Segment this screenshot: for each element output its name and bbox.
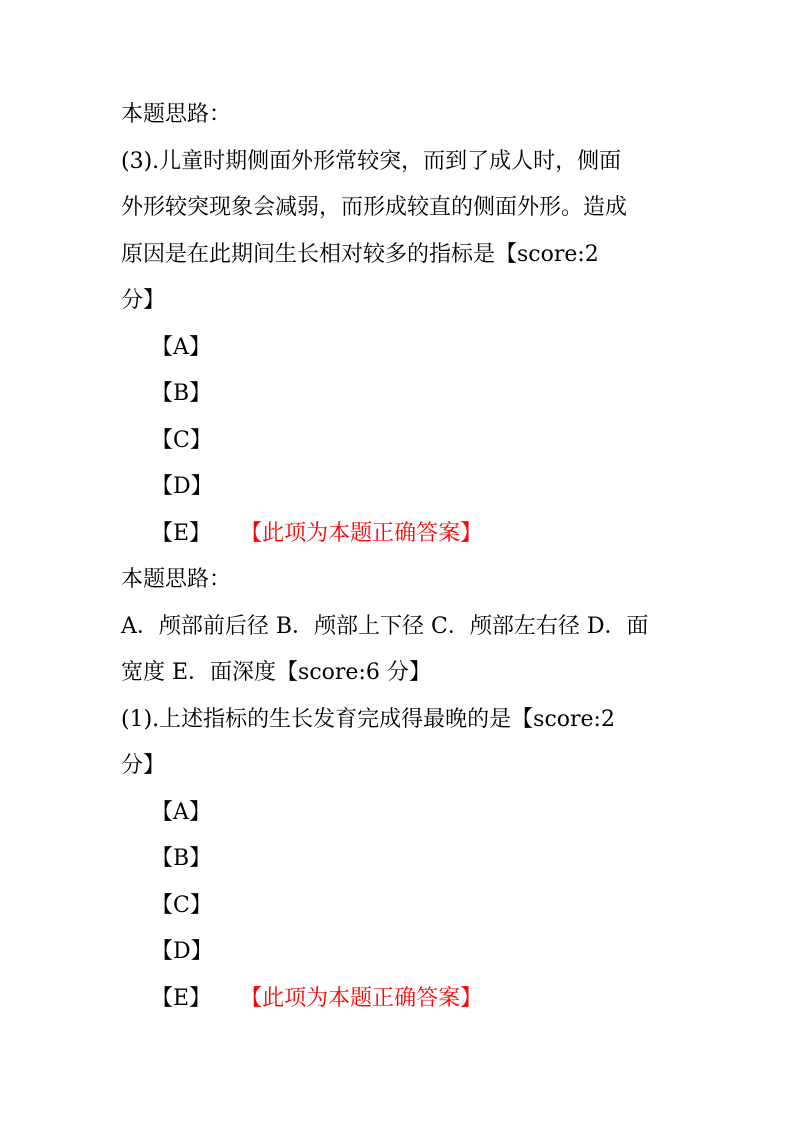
option-d: 【D】: [151, 474, 213, 499]
option-a: 【A】: [151, 799, 211, 825]
option-d: 【D】: [151, 939, 213, 964]
option-e: [121, 976, 681, 1023]
question-text-line: 分】: [121, 288, 166, 313]
option-e-label: 【E】: [151, 520, 212, 546]
thinking-label: 本题思路：: [121, 567, 232, 592]
question-text-line: (3).儿童时期侧面外形常较突，而到了成人时，侧面: [121, 148, 622, 174]
question-text-line: (1).上述指标的生长发育完成得最晚的是【score:2: [121, 706, 615, 732]
correct-answer-marker: 【此项为本题正确答案】: [251, 985, 483, 1011]
thinking-label: 本题思路：: [121, 102, 232, 127]
question-text-line: 外形较突现象会减弱，而形成较直的侧面外形。造成: [121, 195, 628, 220]
stem-text-line: 宽度 E．面深度【score:6 分】: [121, 660, 431, 685]
stem-text-line: A．颅部前后径 B．颅部上下径 C．颅部左右径 D．面: [121, 613, 649, 639]
option-e: [121, 511, 681, 558]
question-text-line: 原因是在此期间生长相对较多的指标是【score:2: [121, 241, 599, 267]
document-page: [121, 92, 681, 1022]
option-c: 【C】: [151, 892, 212, 918]
option-c: 【C】: [151, 427, 212, 453]
question-text-line: 分】: [121, 753, 166, 778]
option-e-label: 【E】: [151, 985, 212, 1011]
option-b: 【B】: [151, 846, 212, 871]
option-b: 【B】: [151, 381, 212, 406]
option-a: 【A】: [151, 334, 211, 360]
correct-answer-marker: 【此项为本题正确答案】: [251, 520, 483, 546]
